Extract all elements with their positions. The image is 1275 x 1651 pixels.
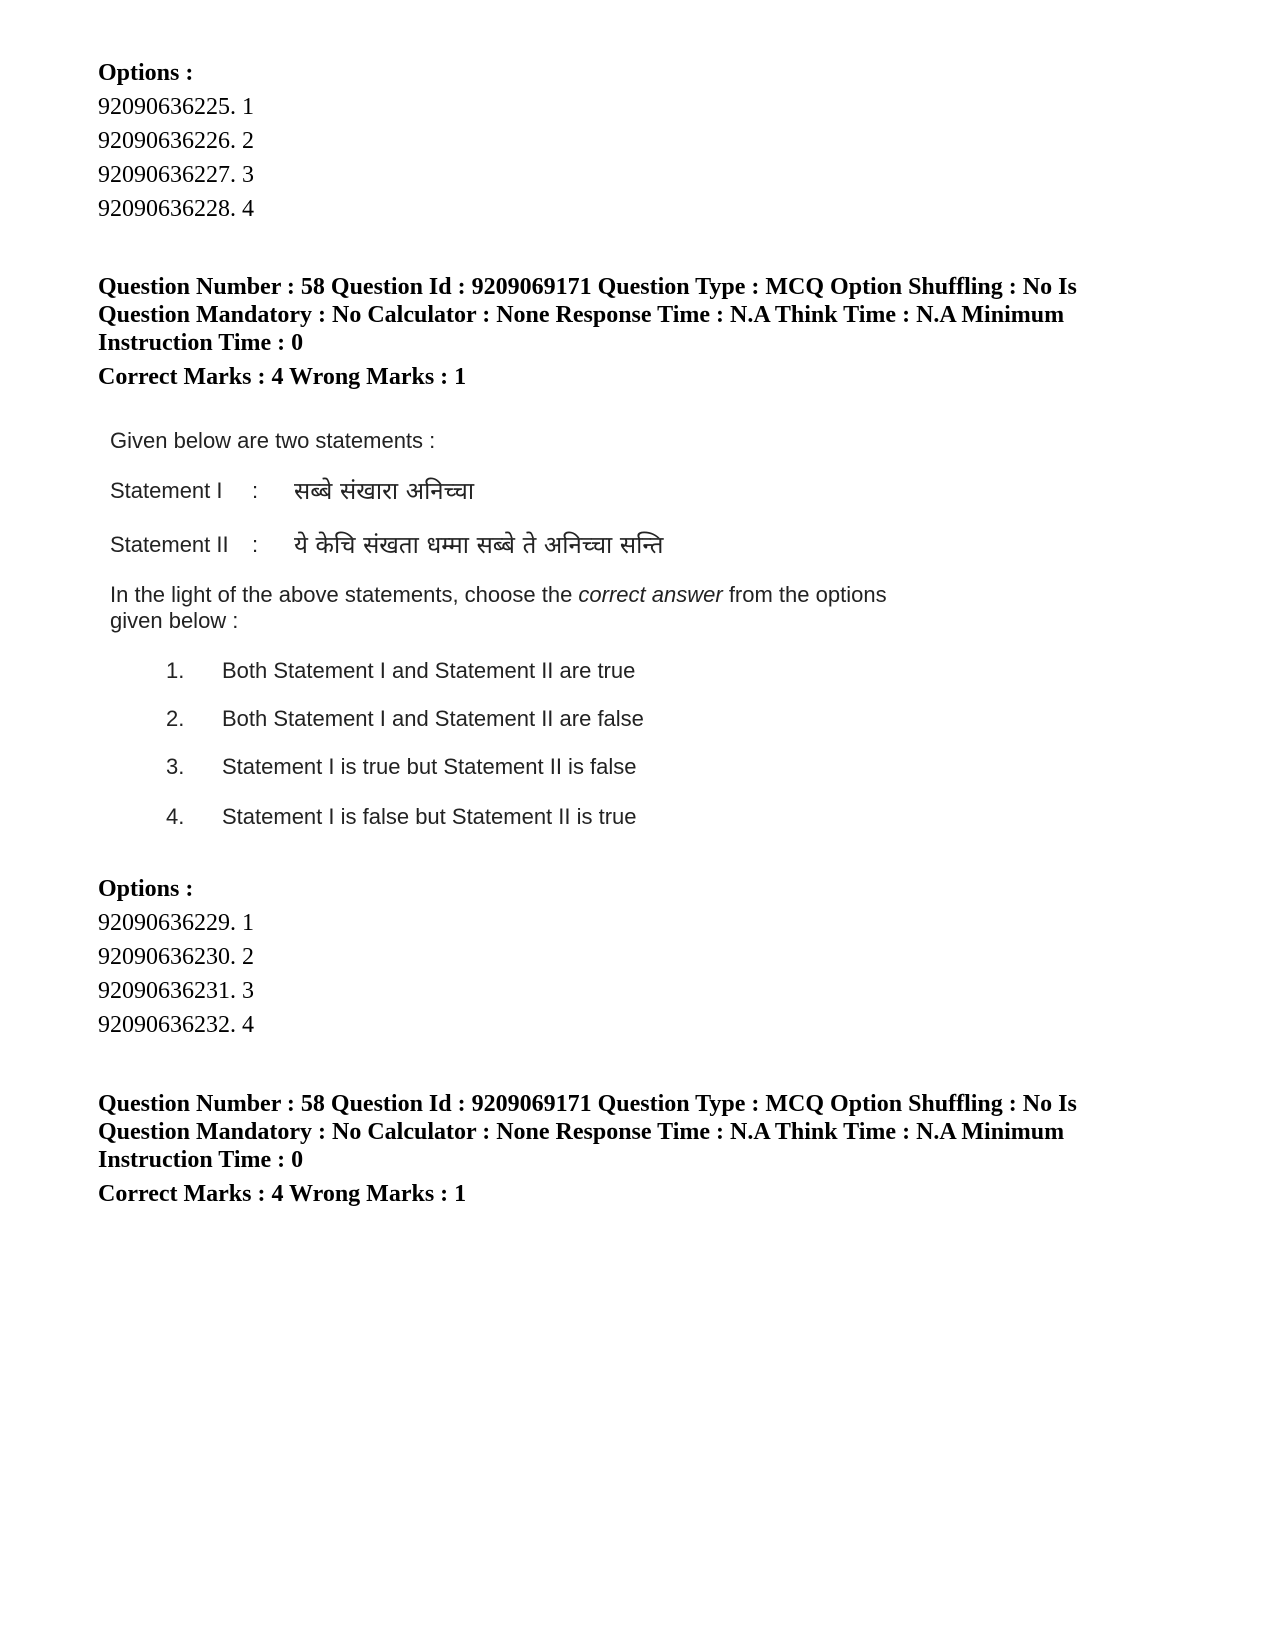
option-item: 92090636228. 4 xyxy=(98,196,254,222)
option-item: 92090636225. 1 xyxy=(98,94,254,120)
question-instruction-line2: given below : xyxy=(110,608,239,633)
question-meta-line: Instruction Time : 0 xyxy=(98,1147,304,1173)
options-list-top xyxy=(98,56,1198,226)
question-image xyxy=(98,418,998,858)
instruction-emphasis: correct answer xyxy=(578,582,723,607)
question-instruction xyxy=(110,582,887,608)
options-label: Options : xyxy=(98,60,194,86)
option-item: 92090636227. 3 xyxy=(98,162,254,188)
question-meta-line: Question Number : 58 Question Id : 9209069171 Question Type : MCQ Option Shuffling : No Is xyxy=(98,274,1077,300)
statement-2-text: ये केचि संखता धम्मा सब्बे ते अनिच्चा सन्ति xyxy=(294,531,664,559)
choice-text: Both Statement I and Statement II are true xyxy=(222,658,636,683)
options-list-middle xyxy=(98,872,1198,1042)
options-label: Options : xyxy=(98,876,194,902)
statement-2-label: Statement II xyxy=(110,532,229,557)
choice-number: 2. xyxy=(166,706,185,731)
question-marks: Correct Marks : 4 Wrong Marks : 1 xyxy=(98,364,467,390)
instruction-pre: In the light of the above statements, choose the xyxy=(110,582,579,607)
choice-number: 4. xyxy=(166,804,185,829)
statement-1-text: सब्बे संखारा अनिच्चा xyxy=(294,477,475,505)
statement-1-label: Statement I xyxy=(110,478,223,503)
choice-text: Statement I is true but Statement II is false xyxy=(222,754,637,779)
instruction-post: from the options xyxy=(722,582,887,607)
statement-1-colon: : xyxy=(252,478,259,503)
option-item: 92090636231. 3 xyxy=(98,978,254,1004)
question-meta-line: Question Mandatory : No Calculator : None Response Time : N.A Think Time : N.A Minimum xyxy=(98,302,1065,328)
option-item: 92090636229. 1 xyxy=(98,910,254,936)
option-item: 92090636226. 2 xyxy=(98,128,254,154)
option-item: 92090636230. 2 xyxy=(98,944,254,970)
option-item: 92090636232. 4 xyxy=(98,1012,254,1038)
question-intro: Given below are two statements : xyxy=(110,428,436,453)
question-meta-block xyxy=(98,273,1178,391)
choice-text: Both Statement I and Statement II are false xyxy=(222,706,644,731)
choice-number: 3. xyxy=(166,754,185,779)
question-meta-line: Question Number : 58 Question Id : 9209069171 Question Type : MCQ Option Shuffling : No Is xyxy=(98,1091,1077,1117)
statement-2-colon: : xyxy=(252,532,259,557)
question-meta-line: Instruction Time : 0 xyxy=(98,330,304,356)
choice-number: 1. xyxy=(166,658,185,683)
question-meta-line: Question Mandatory : No Calculator : None Response Time : N.A Think Time : N.A Minimum xyxy=(98,1119,1065,1145)
question-marks: Correct Marks : 4 Wrong Marks : 1 xyxy=(98,1181,467,1207)
question-meta-block xyxy=(98,1090,1178,1208)
choice-text: Statement I is false but Statement II is true xyxy=(222,804,637,829)
